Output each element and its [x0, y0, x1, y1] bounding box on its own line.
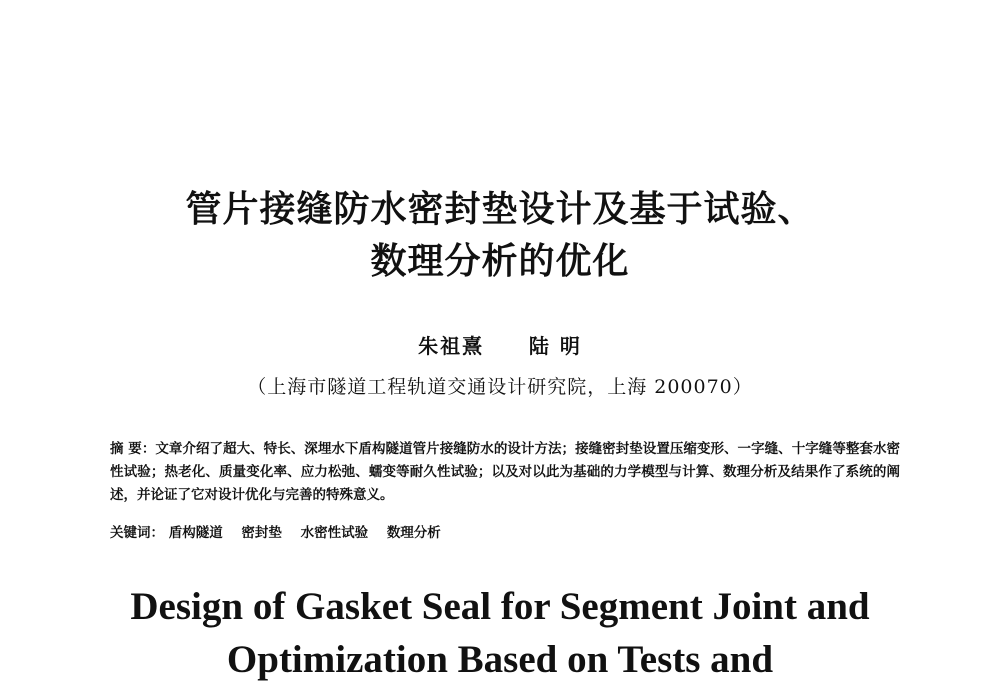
- keyword-item: 数理分析: [386, 525, 441, 541]
- keyword-item: 水密性试验: [300, 525, 369, 541]
- abstract-label: 摘 要：: [110, 441, 156, 457]
- affiliation: （上海市隧道工程轨道交通设计研究院，上海 200070）: [247, 376, 753, 398]
- author-1: 朱祖熹: [418, 334, 485, 358]
- chinese-title-line-2: 数理分析的优化: [370, 240, 630, 282]
- author-2: 陆 明: [528, 334, 582, 358]
- english-title-line-1: Design of Gasket Seal for Segment Joint and: [130, 585, 870, 628]
- abstract: [110, 438, 900, 507]
- keyword-item: 盾构隧道: [168, 525, 223, 541]
- keywords-label: 关键词：: [110, 525, 164, 541]
- english-title-line-2: Optimization Based on Tests and: [226, 638, 774, 681]
- authors: [0, 330, 1000, 359]
- keyword-item: 密封垫: [241, 525, 282, 541]
- chinese-title-line-1: 管片接缝防水密封垫设计及基于试验、: [185, 188, 815, 230]
- abstract-text: 文章介绍了超大、特长、深埋水下盾构隧道管片接缝防水的设计方法；接缝密封垫设置压缩变形、一字缝、十字缝等整套水密性试验；热老化、质量变化率、应力松弛、蠕变等耐久性试验；以及对以此为基础的力学模型与计算、数理分析及结果作了系统的阐述，并论证了它对设计优化与完善的特殊意义。: [110, 441, 900, 503]
- keywords: [110, 522, 900, 545]
